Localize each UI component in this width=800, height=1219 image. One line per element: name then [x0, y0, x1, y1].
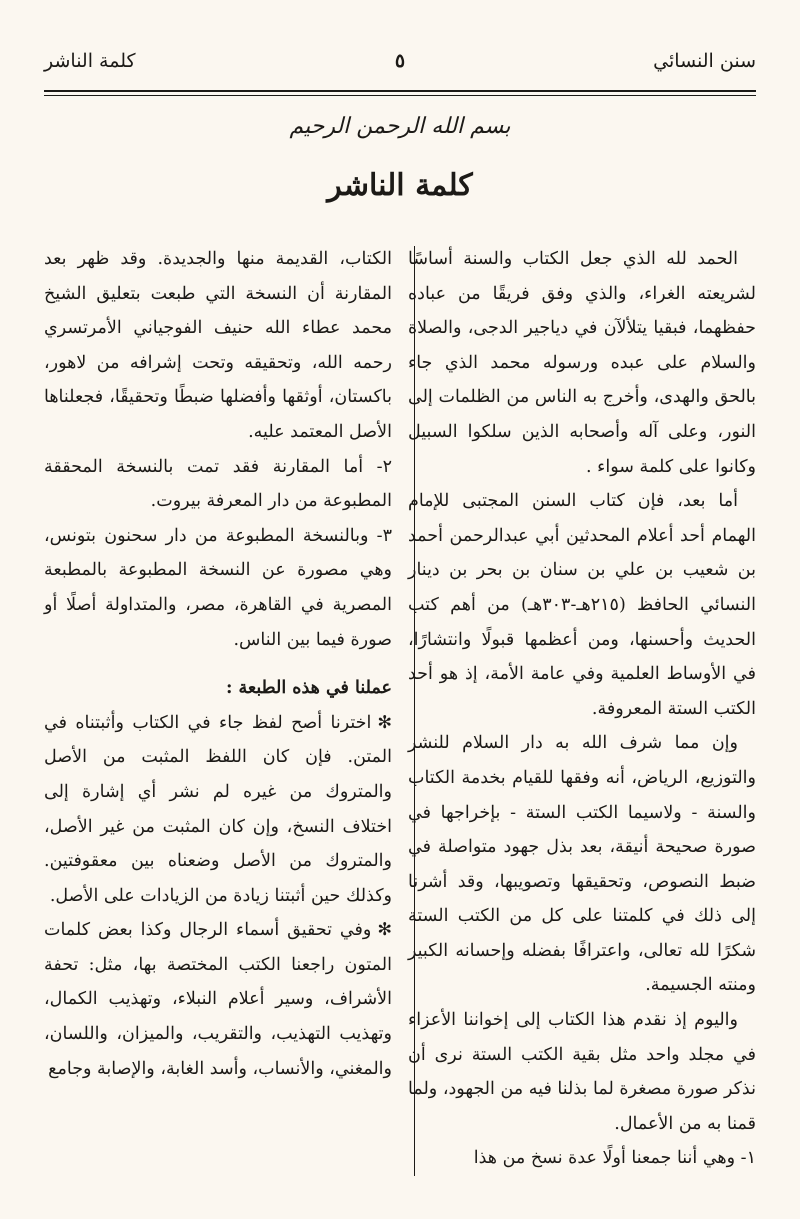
- bullet-paragraph: ✻ اخترنا أصح لفظ جاء في الكتاب وأثبتناه في المتن. فإن كان اللفظ المثبت من الأصل والمتروك من غيره لم نشر أي إشارة إلى اختلاف النسخ، وإن كان المثبت من غير الأصل، والمتروك من الأصل وضعناه بين معقوفتين. وكذلك حين أثبتنا زيادة من الزيادات على الأصل.: [44, 706, 392, 914]
- header-rule-thick: [44, 90, 756, 92]
- basmala: بسم الله الرحمن الرحيم: [289, 114, 511, 139]
- paragraph: واليوم إذ نقدم هذا الكتاب إلى إخواننا الأعزاء في مجلد واحد مثل بقية الكتب الستة نرى أن نذكر صورة مصغرة لما بذلنا فيه من الجهود، ولما قمنا به من الأعمال.: [408, 1010, 756, 1134]
- header-rule-thin: [44, 95, 756, 96]
- page-number: ٥: [394, 50, 406, 72]
- paragraph: أما بعد، فإن كتاب السنن المجتبى للإمام الهمام أحد أعلام المحدثين أبي عبدالرحمن أحمد بن شعيب بن علي بن سنان بن بحر بن دينار النسائي الحافظ (٢١٥هـ-٣٠٣هـ) من أهم كتب الحديث وأحسنها، ومن أعظمها قبولًا وانتشارًا، في الأوساط العلمية وفي عامة الأمة، إذ هو أحد الكتب الستة المعروفة.: [408, 491, 756, 719]
- section-heading: عملنا في هذه الطبعة :: [226, 678, 392, 699]
- bullet-paragraph: ✻ وفي تحقيق أسماء الرجال وكذا بعض كلمات المتون راجعنا الكتب المختصة بها، مثل: تحفة الأشراف، وسير أعلام النبلاء، وتهذيب الكمال، وتهذيب التهذيب، والتقريب، والميزان، واللسان، والمغني، والأنساب، وأسد الغابة، والإصابة وجامع: [44, 913, 392, 1086]
- running-header: [44, 50, 756, 86]
- column-divider: [414, 246, 415, 1176]
- paragraph: ١- وهي أننا جمعنا أولًا عدة نسخ من هذا: [473, 1148, 756, 1169]
- paragraph: ٢- أما المقارنة فقد تمت بالنسخة المحققة المطبوعة من دار المعرفة بيروت.: [44, 456, 392, 512]
- paragraph: وإن مما شرف الله به دار السلام للنشر والتوزيع، الرياض، أنه وفقها للقيام بخدمة الكتاب والسنة - ولاسيما الكتب الستة - بإخراجها في صورة صحيحة أنيقة، بعد بذل جهود متواصلة في ضبط النصوص، وتحقيقها وتصويبها، وقد أشرنا إلى ذلك في كلمتنا على كل من الكتب الستة شكرًا لله تعالى، واعترافًا بفضله وإحسانه الكبير ومنته الجسيمة.: [408, 733, 756, 996]
- right-column: [408, 242, 756, 1176]
- left-column: [44, 242, 392, 1086]
- header-book-title: سنن النسائي: [653, 50, 756, 72]
- header-section-title: كلمة الناشر: [44, 50, 136, 72]
- paragraph: ٣- وبالنسخة المطبوعة من دار سحنون بتونس، وهي مصورة عن النسخة المطبوعة بالمطبعة المصرية في القاهرة، مصر، والمتداولة أصلًا أو صورة فيما بين الناس.: [44, 525, 392, 650]
- paragraph: الحمد لله الذي جعل الكتاب والسنة أساسًا لشريعته الغراء، والذي وفق فريقًا من عباده حفظهما، فبقيا يتلألآن في دياجير الدجى، والصلاة والسلام على عبده ورسوله محمد الذي جاء بالحق والهدى، وأخرج به الناس من الظلمات إلى النور، وعلى آله وأصحابه الذين سلكوا السبيل وكانوا على كلمة سواء .: [408, 249, 756, 477]
- page-title: كلمة الناشر: [327, 168, 473, 203]
- paragraph: الكتاب، القديمة منها والجديدة. وقد ظهر بعد المقارنة أن النسخة التي طبعت بتعليق الشيخ محمد عطاء الله حنيف الفوجياني الأمرتسري رحمه الله، وتحقيقه وتحت إشرافه من لاهور، باكستان، أوثقها وأفضلها ضبطًا وتحقيقًا، فجعلناها الأصل المعتمد عليه.: [44, 249, 392, 442]
